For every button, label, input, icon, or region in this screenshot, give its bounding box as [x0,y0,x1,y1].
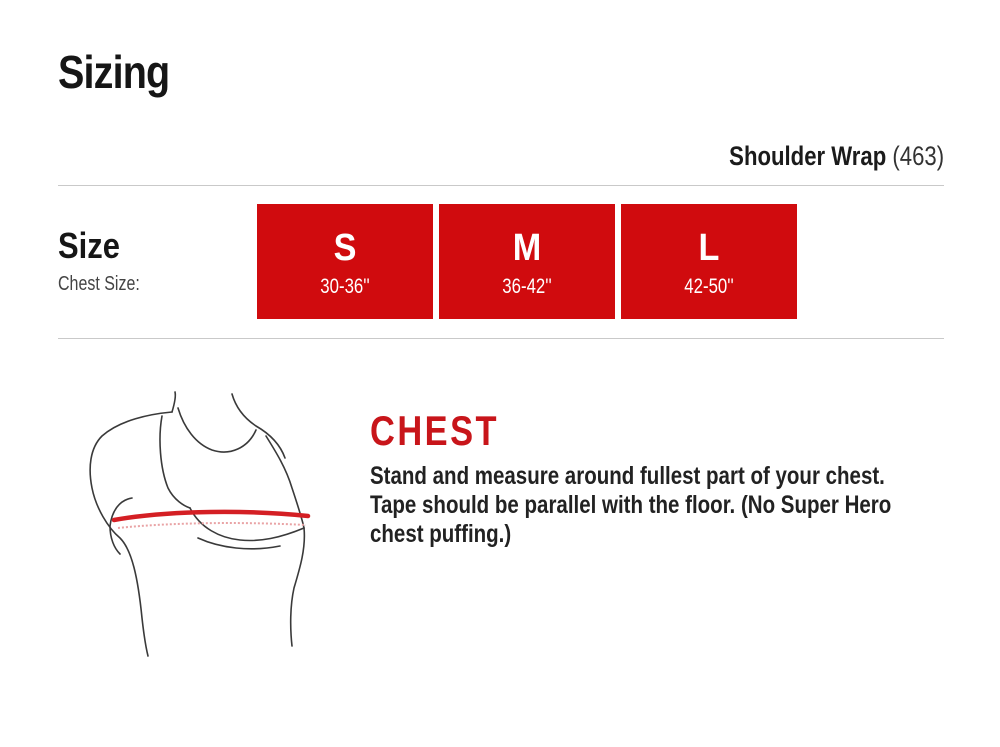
product-code: (463) [892,141,944,171]
size-letter: S [333,227,357,269]
product-name: Shoulder Wrap [729,141,887,171]
torso-measuring-tape-illustration [80,388,330,658]
product-label [729,139,944,173]
size-range: 30-36'' [320,275,370,298]
size-range: 36-42'' [502,275,552,298]
divider-top [58,185,944,186]
measure-instructions: Stand and measure around fullest part of your chest. Tape should be parallel with the floor. (No Super Hero chest puffing.) [370,462,892,548]
size-option-l[interactable] [621,204,797,319]
chest-size-label: Chest Size: [58,273,140,295]
page-title: Sizing [58,46,170,98]
size-letter: M [512,227,542,269]
size-letter: L [698,227,720,269]
divider-bottom [58,338,944,339]
size-row-label: Size [58,225,120,266]
measure-heading: CHEST [370,407,500,454]
size-range: 42-50'' [684,275,734,298]
torso-outline-icon [80,388,330,658]
size-option-m[interactable] [439,204,615,319]
size-options [257,204,797,319]
size-option-s[interactable] [257,204,433,319]
